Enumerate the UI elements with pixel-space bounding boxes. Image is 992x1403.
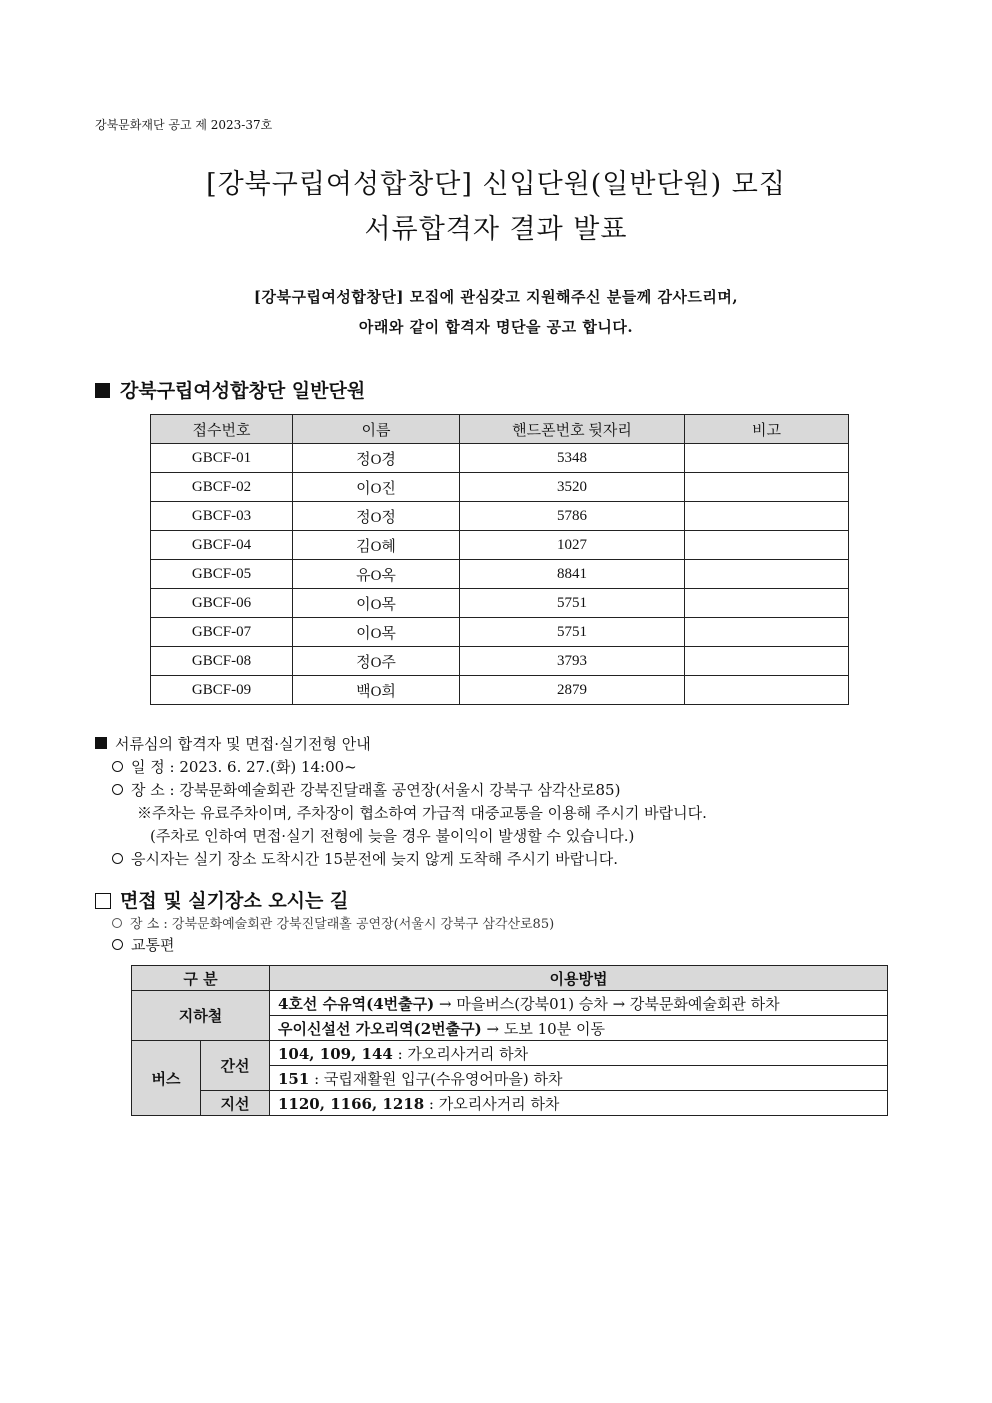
empty-square-icon [95, 893, 111, 909]
cell-note [685, 589, 849, 618]
cell-id: GBCF-09 [151, 676, 293, 705]
cell-name: 정O주 [293, 647, 460, 676]
label-trunk: 간선 [201, 1041, 270, 1091]
cell-phone: 5751 [460, 618, 685, 647]
column-header-phone: 핸드폰번호 뒷자리 [460, 415, 685, 444]
circle-bullet-icon [112, 853, 123, 864]
cell-id: GBCF-01 [151, 444, 293, 473]
cell-name: 김O혜 [293, 531, 460, 560]
cell-id: GBCF-08 [151, 647, 293, 676]
intro-line-1: [강북구립여성합창단] 모집에 관심갖고 지원해주신 분들께 감사드리며, [253, 288, 739, 306]
trunk-route-2-numbers: 151 [278, 1069, 310, 1088]
label-bus: 버스 [132, 1041, 201, 1116]
cell-name: 백O희 [293, 676, 460, 705]
trunk-route-1-numbers: 104, 109, 144 [278, 1044, 393, 1063]
cell-name: 정O정 [293, 502, 460, 531]
transport-table [131, 965, 888, 1116]
directions-info [112, 914, 554, 956]
table-header-row [151, 415, 849, 444]
label-subway: 지하철 [132, 991, 270, 1041]
table-row [151, 531, 849, 560]
cell-id: GBCF-07 [151, 618, 293, 647]
directions-transport [112, 935, 554, 956]
guide-venue-text: 장 소 : 강북문화예술회관 강북진달래홀 공연장(서울시 강북구 삼각산로85) [131, 781, 621, 799]
section-heading-directions [95, 886, 348, 913]
table-row [151, 502, 849, 531]
interview-guide [95, 733, 707, 871]
cell-note [685, 502, 849, 531]
guide-schedule [95, 756, 707, 779]
cell-name: 이O진 [293, 473, 460, 502]
table-row [151, 589, 849, 618]
header-category: 구 분 [132, 966, 270, 991]
section-heading-text: 면접 및 실기장소 오시는 길 [120, 890, 349, 912]
guide-arrival [95, 848, 707, 871]
branch-route-detail: : 가오리사거리 하차 [424, 1094, 560, 1113]
cell-name: 이O목 [293, 618, 460, 647]
intro-line-2: 아래와 같이 합격자 명단을 공고 합니다. [358, 318, 634, 336]
trunk-route-1-detail: : 가오리사거리 하차 [392, 1044, 529, 1063]
label-branch: 지선 [201, 1091, 270, 1116]
circle-bullet-icon [112, 939, 123, 950]
transport-header-row [132, 966, 888, 991]
cell-id: GBCF-06 [151, 589, 293, 618]
table-row [151, 647, 849, 676]
guide-schedule-text: 일 정 : 2023. 6. 27.(화) 14:00~ [131, 758, 357, 776]
cell-id: GBCF-05 [151, 560, 293, 589]
subway-route-1-detail: → 마을버스(강북01) 승차 → 강북문화예술회관 하차 [434, 994, 780, 1013]
transport-row-bus-trunk [132, 1041, 888, 1066]
transport-row-subway [132, 991, 888, 1016]
table-row [151, 560, 849, 589]
cell-note [685, 618, 849, 647]
trunk-route-2 [270, 1066, 888, 1091]
directions-transport-text: 교통편 [131, 936, 175, 954]
table-row [151, 473, 849, 502]
cell-phone: 5751 [460, 589, 685, 618]
branch-route-numbers: 1120, 1166, 1218 [278, 1094, 425, 1113]
cell-id: GBCF-04 [151, 531, 293, 560]
cell-note [685, 560, 849, 589]
subway-route-2 [270, 1016, 888, 1041]
page-title: [강북구립여성합창단] 신입단원(일반단원) 모집 [206, 169, 786, 200]
cell-note [685, 531, 849, 560]
filled-square-icon [95, 737, 107, 749]
column-header-id: 접수번호 [151, 415, 293, 444]
notice-number: 강북문화재단 공고 제 2023-37호 [95, 118, 273, 132]
cell-phone: 1027 [460, 531, 685, 560]
cell-name: 정O경 [293, 444, 460, 473]
cell-id: GBCF-03 [151, 502, 293, 531]
subway-route-1-station: 4호선 수유역(4번출구) [278, 994, 435, 1013]
table-row [151, 618, 849, 647]
circle-bullet-icon [112, 761, 123, 772]
transport-row-bus-branch [132, 1091, 888, 1116]
table-row [151, 444, 849, 473]
section-heading-applicants [95, 376, 365, 403]
table-row [151, 676, 849, 705]
page-subtitle: 서류합격자 결과 발표 [364, 214, 628, 245]
guide-late-note: (주차로 인하여 면접·실기 전형에 늦을 경우 불이익이 발생할 수 있습니다.) [150, 827, 635, 845]
guide-heading [95, 733, 707, 756]
cell-note [685, 647, 849, 676]
column-header-note: 비고 [685, 415, 849, 444]
header-method: 이용방법 [270, 966, 888, 991]
guide-venue [95, 779, 707, 802]
trunk-route-1 [270, 1041, 888, 1066]
cell-note [685, 444, 849, 473]
cell-phone: 3520 [460, 473, 685, 502]
filled-square-icon [95, 383, 110, 398]
branch-route [270, 1091, 888, 1116]
cell-phone: 5786 [460, 502, 685, 531]
directions-venue-text: 장 소 : 강북문화예술회관 강북진달래홀 공연장(서울시 강북구 삼각산로85) [130, 917, 555, 932]
circle-bullet-icon [112, 918, 122, 928]
subway-route-2-detail: → 도보 10분 이동 [481, 1019, 605, 1038]
cell-phone: 5348 [460, 444, 685, 473]
cell-name: 이O목 [293, 589, 460, 618]
cell-note [685, 676, 849, 705]
column-header-name: 이름 [293, 415, 460, 444]
trunk-route-2-detail: : 국립재활원 입구(수유영어마을) 하차 [309, 1069, 563, 1088]
subway-route-1 [270, 991, 888, 1016]
guide-heading-text: 서류심의 합격자 및 면접·실기전형 안내 [115, 735, 371, 753]
guide-arrival-text: 응시자는 실기 장소 도착시간 15분전에 늦지 않게 도착해 주시기 바랍니다. [131, 850, 618, 868]
cell-id: GBCF-02 [151, 473, 293, 502]
section-heading-text: 강북구립여성합창단 일반단원 [120, 380, 366, 402]
cell-name: 유O옥 [293, 560, 460, 589]
applicants-table [150, 414, 849, 705]
guide-parking-note: ※주차는 유료주차이며, 주차장이 협소하여 가급적 대중교통을 이용해 주시기 바랍니다. [137, 804, 707, 822]
cell-phone: 3793 [460, 647, 685, 676]
directions-venue [112, 914, 554, 935]
circle-bullet-icon [112, 784, 123, 795]
cell-note [685, 473, 849, 502]
cell-phone: 2879 [460, 676, 685, 705]
cell-phone: 8841 [460, 560, 685, 589]
subway-route-2-station: 우이신설선 가오리역(2번출구) [278, 1019, 482, 1038]
